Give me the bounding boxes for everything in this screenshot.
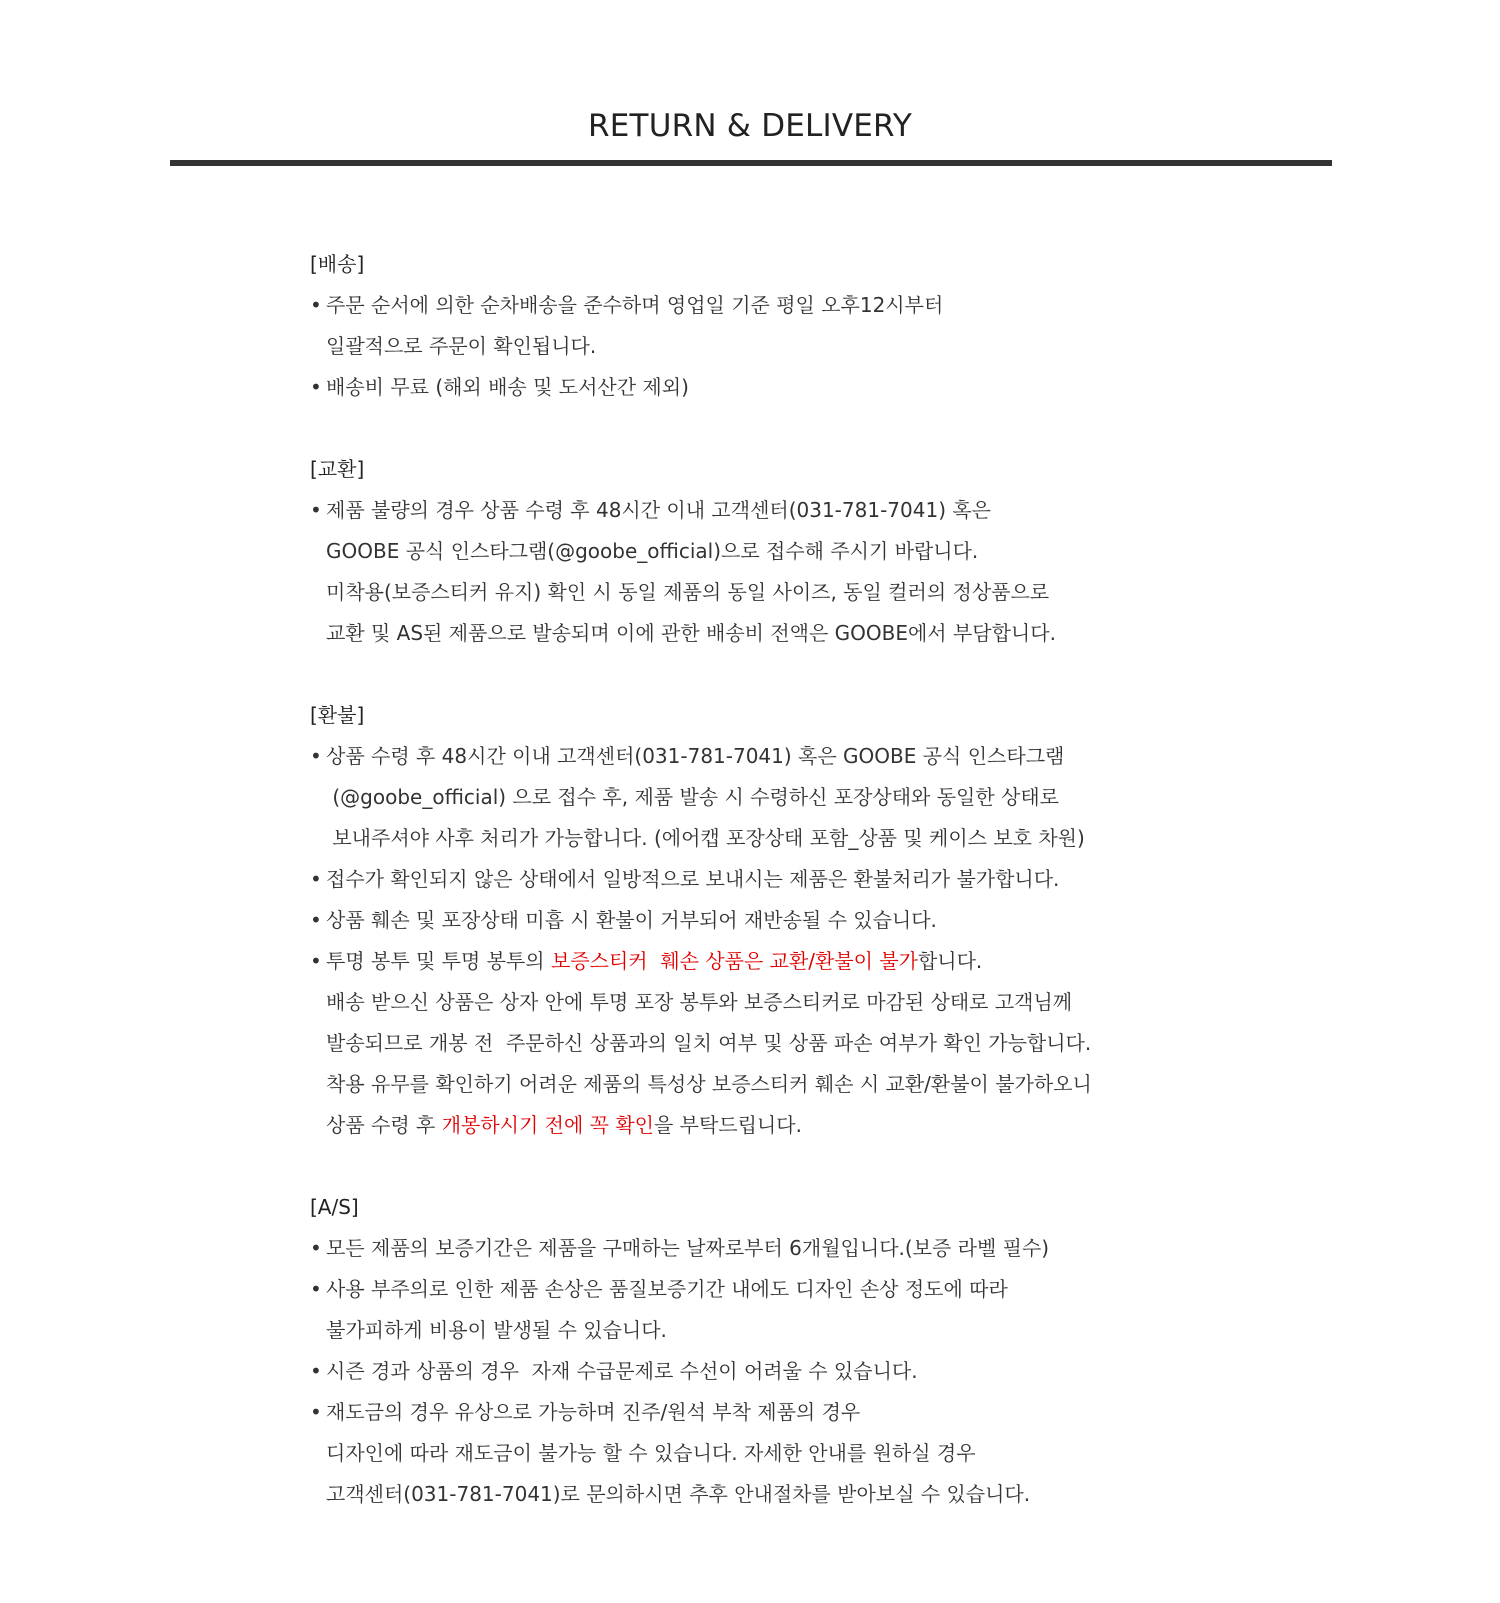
page-title: RETURN & DELIVERY [588,108,912,144]
continuation-line [310,1105,1310,1146]
line-text: 을 부탁드립니다. [653,1113,802,1137]
continuation-line [310,1023,1310,1064]
bullet-icon: • [310,498,322,522]
bullet-icon: • [310,1277,322,1301]
line-text: 일괄적으로 주문이 확인됩니다. [326,334,597,358]
bullet-item [310,367,1310,408]
continuation-line [310,531,1310,572]
line-text: GOOBE 공식 인스타그램(@goobe_official)으로 접수해 주시기 바랍니다. [326,539,979,563]
bullet-item [310,490,1310,531]
continuation-line [310,1474,1310,1515]
bullet-item [310,1228,1310,1269]
continuation-line [310,326,1310,367]
line-text: 상품 수령 후 48시간 이내 고객센터(031-781-7041) 혹은 GOOBE 공식 인스타그램 [326,744,1065,768]
line-text: 교환 및 AS된 제품으로 발송되며 이에 관한 배송비 전액은 GOOBE에서 부담합니다. [326,621,1056,645]
bullet-icon: • [310,744,322,768]
line-text: 배송비 무료 (해외 배송 및 도서산간 제외) [326,375,689,399]
continuation-line [310,982,1310,1023]
bullet-icon: • [310,1359,322,1383]
line-text: 보내주셔야 사후 처리가 가능합니다. (에어캡 포장상태 포함_상품 및 케이스 보호 차원) [326,826,1085,850]
line-text: 고객센터(031-781-7041)로 문의하시면 추후 안내절차를 받아보실 수 있습니다. [326,1482,1031,1506]
bullet-item [310,285,1310,326]
policy-section [310,695,1310,1146]
continuation-line [310,1310,1310,1351]
policy-section [310,449,1310,654]
line-text: 배송 받으신 상품은 상자 안에 투명 포장 봉투와 보증스티커로 마감된 상태로 고객님께 [326,990,1073,1014]
line-text: 주문 순서에 의한 순차배송을 준수하며 영업일 기준 평일 오후12시부터 [326,293,944,317]
bullet-icon: • [310,1236,322,1260]
line-text: (@goobe_official) 으로 접수 후, 제품 발송 시 수령하신 포장상태와 동일한 상태로 [326,785,1059,809]
bullet-item [310,1351,1310,1392]
line-text: 시즌 경과 상품의 경우 자재 수급문제로 수선이 어려울 수 있습니다. [326,1359,918,1383]
line-text: 디자인에 따라 재도금이 불가능 할 수 있습니다. 자세한 안내를 원하실 경우 [326,1441,976,1465]
line-text: 상품 수령 후 [326,1113,442,1137]
line-text: 접수가 확인되지 않은 상태에서 일방적으로 보내시는 제품은 환불처리가 불가합니다. [326,867,1060,891]
title-divider [170,160,1332,166]
bullet-item [310,1269,1310,1310]
section-heading: [환불] [310,703,365,727]
continuation-line [310,1433,1310,1474]
bullet-icon: • [310,1400,322,1424]
emphasis-text: 개봉하시기 전에 꼭 확인 [441,1113,654,1137]
bullet-icon: • [310,949,322,973]
line-text: 불가피하게 비용이 발생될 수 있습니다. [326,1318,667,1342]
emphasis-text: 보증스티커 훼손 상품은 교환/환불이 불가 [551,949,918,973]
bullet-item [310,736,1310,777]
bullet-item [310,859,1310,900]
line-text: 상품 훼손 및 포장상태 미흡 시 환불이 거부되어 재반송될 수 있습니다. [326,908,937,932]
line-text: 제품 불량의 경우 상품 수령 후 48시간 이내 고객센터(031-781-7041) 혹은 [326,498,991,522]
continuation-line [310,818,1310,859]
section-heading: [배송] [310,252,365,276]
bullet-icon: • [310,867,322,891]
continuation-line [310,1064,1310,1105]
line-text: 사용 부주의로 인한 제품 손상은 품질보증기간 내에도 디자인 손상 정도에 따라 [326,1277,1008,1301]
line-text: 합니다. [917,949,983,973]
continuation-line [310,613,1310,654]
line-text: 착용 유무를 확인하기 어려운 제품의 특성상 보증스티커 훼손 시 교환/환불이 불가하오니 [326,1072,1092,1096]
section-heading: [교환] [310,457,365,481]
line-text: 미착용(보증스티커 유지) 확인 시 동일 제품의 동일 사이즈, 동일 컬러의 정상품으로 [326,580,1050,604]
line-text: 투명 봉투 및 투명 봉투의 [326,949,551,973]
bullet-icon: • [310,908,322,932]
bullet-item [310,900,1310,941]
bullet-item [310,941,1310,982]
bullet-icon: • [310,375,322,399]
policy-section [310,1187,1310,1515]
continuation-line [310,777,1310,818]
policy-section [310,244,1310,408]
bullet-icon: • [310,293,322,317]
line-text: 발송되므로 개봉 전 주문하신 상품과의 일치 여부 및 상품 파손 여부가 확인 가능합니다. [326,1031,1092,1055]
line-text: 재도금의 경우 유상으로 가능하며 진주/원석 부착 제품의 경우 [326,1400,861,1424]
continuation-line [310,572,1310,613]
policy-content [310,244,1310,1556]
line-text: 모든 제품의 보증기간은 제품을 구매하는 날짜로부터 6개월입니다.(보증 라벨 필수) [326,1236,1050,1260]
bullet-item [310,1392,1310,1433]
section-heading: [A/S] [310,1195,359,1219]
